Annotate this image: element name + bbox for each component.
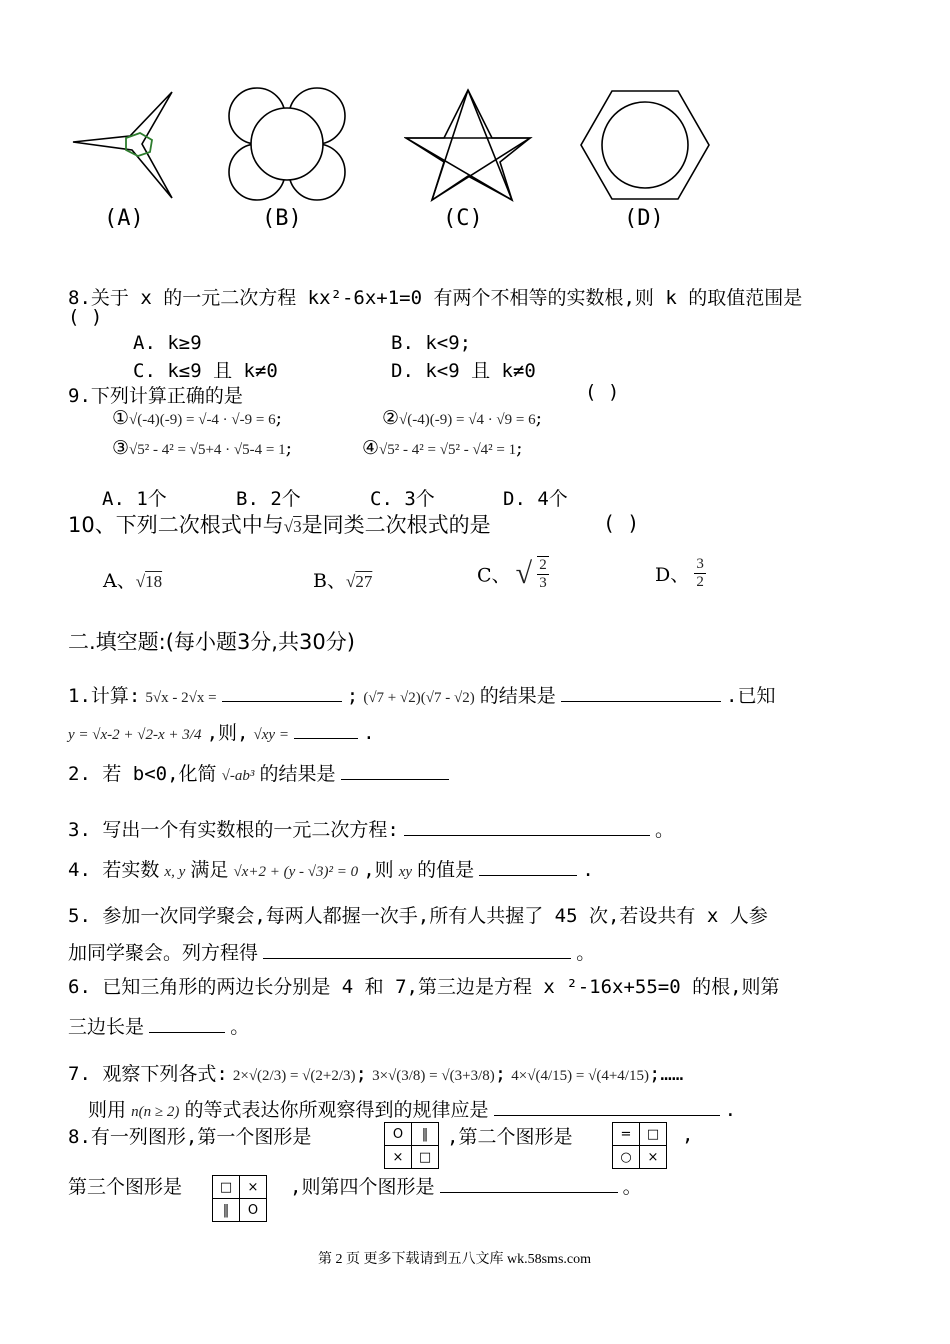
fill-8-mid: ,第二个图形是 (447, 1126, 573, 1148)
q9-option-d: D. 4个 (503, 488, 568, 510)
figure-grid-2 (612, 1122, 667, 1169)
q8-paren: ( ) (68, 306, 103, 328)
q8-option-c: C. k≤9 且 k≠0 (133, 360, 278, 382)
grid2-cell: = (613, 1123, 640, 1146)
fill-1-line-2: y = √x-2 + √2-x + 3/4 ,则, √xy = . (68, 722, 375, 744)
grid1-cell: O (385, 1123, 412, 1146)
q9-item-1: ①√(-4)(-9) = √-4 · √-9 = 6; (112, 407, 283, 429)
q9-item-4: ④√5² - 4² = √5² - √4² = 1; (362, 437, 523, 459)
figure-grid-1 (384, 1122, 439, 1169)
fill-2: 2. 若 b<0,化简 √-ab³ 的结果是 (68, 759, 449, 786)
q8-stem: 8.关于 x 的一元二次方程 kx²-6x+1=0 有两个不相等的实数根,则 k 的取值范围是 (68, 287, 803, 309)
grid1-cell: × (385, 1146, 412, 1169)
q10-stem: 10、下列二次根式中与√3是同类二次根式的是 (68, 513, 491, 537)
grid2-cell: × (640, 1146, 667, 1169)
section-heading: 二.填空题:(每小题3分,共30分) (68, 630, 355, 654)
q9-item-3: ③√5² - 4² = √5+4 · √5-4 = 1; (112, 437, 293, 459)
figure-b (225, 86, 349, 204)
figure-grid-3 (212, 1175, 267, 1222)
fill-8-lead: 8.有一列图形,第一个图形是 (68, 1126, 312, 1148)
q9-option-b: B. 2个 (236, 488, 301, 510)
caption-b: (B) (262, 206, 302, 231)
grid2-cell: ○ (613, 1146, 640, 1169)
caption-a: (A) (104, 206, 144, 231)
fill-5-line-2: 加同学聚会。列方程得 。 (68, 942, 596, 964)
grid1-cell: □ (412, 1146, 439, 1169)
figure-a (68, 88, 188, 203)
fill-8-line2-tail: ,则第四个图形是 。 (290, 1176, 642, 1198)
q9-option-c: C. 3个 (370, 488, 435, 510)
fill-6-line-1: 6. 已知三角形的两边长分别是 4 和 7,第三边是方程 x ²-16x+55=0 的根,则第 (68, 976, 780, 998)
fill-3: 3. 写出一个有实数根的一元二次方程: 。 (68, 819, 674, 841)
caption-d: (D) (624, 206, 664, 231)
q9-item-2: ②√(-4)(-9) = √4 · √9 = 6; (382, 407, 543, 429)
fill-5-line-1: 5. 参加一次同学聚会,每两人都握一次手,所有人共握了 45 次,若设共有 x 人参 (68, 905, 768, 927)
figure-d (578, 88, 712, 203)
q10-paren: ( ) (603, 511, 640, 535)
q8-option-b: B. k<9; (391, 332, 472, 354)
grid3-cell: ‖ (213, 1199, 240, 1222)
grid3-cell: O (240, 1199, 267, 1222)
q9-option-a: A. 1个 (102, 488, 167, 510)
page-footer: 第 2 页 更多下载请到五八文库 wk.58sms.com (318, 1252, 591, 1267)
q10-option-a: A、√18 (103, 570, 163, 592)
caption-c: (C) (443, 206, 483, 231)
grid2-cell: □ (640, 1123, 667, 1146)
figure-c (404, 88, 534, 203)
fill-6-line-2: 三边长是 。 (68, 1016, 250, 1038)
fill-1-line-1: 1.计算: 5√x - 2√x = ; (√7 + √2)(√7 - √2) 的结果是 .已知 (68, 685, 776, 707)
grid3-cell: □ (213, 1176, 240, 1199)
grid1-cell: ‖ (412, 1123, 439, 1146)
grid3-cell: × (240, 1176, 267, 1199)
q10-option-b: B、√27 (313, 570, 373, 592)
fill-7-line-1: 7. 观察下列各式: 2×√(2/3) = √(2+2/3); 3×√(3/8) = √(3+3/8); 4×√(4/15) = √(4+4/15);…… (68, 1063, 684, 1085)
fill-8-line2-lead: 第三个图形是 (68, 1176, 183, 1198)
q9-stem: 9.下列计算正确的是 (68, 385, 243, 407)
q8-option-a: A. k≥9 (133, 332, 202, 354)
q10-option-d: D、 $\frac{3}{2}$ (655, 556, 704, 590)
q9-paren: ( ) (585, 381, 620, 403)
q10-option-c: C、 √ $\frac{2}{3}$ (477, 557, 547, 591)
fill-8-comma: , (682, 1124, 694, 1146)
fill-4: 4. 若实数 x, y 满足 √x+2 + (y - √3)² = 0 ,则 xy 的值是 . (68, 859, 594, 881)
q8-option-d: D. k<9 且 k≠0 (391, 360, 536, 382)
fill-7-line-2: 则用 n(n ≥ 2) 的等式表达你所观察得到的规律应是 . (88, 1099, 737, 1121)
